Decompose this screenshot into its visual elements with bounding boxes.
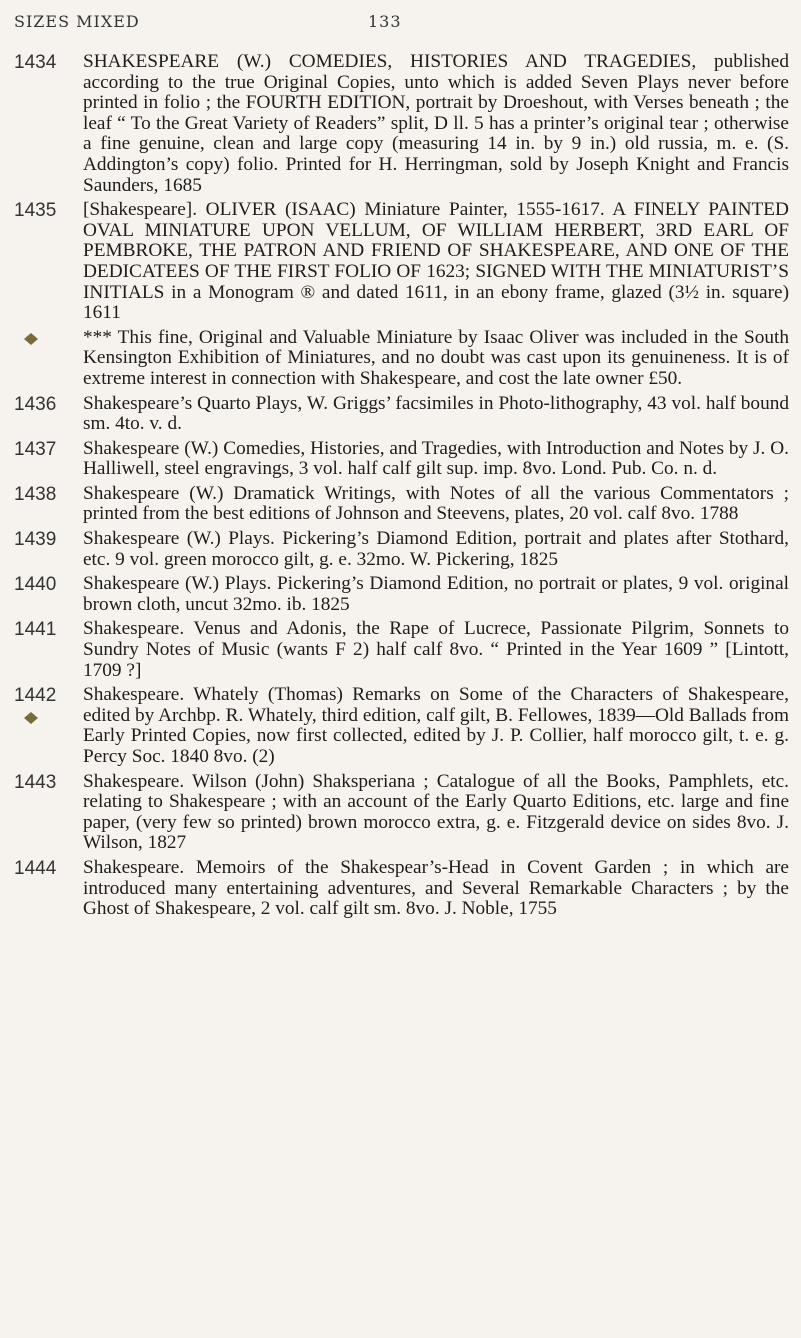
lot-number: 1443 <box>14 771 57 793</box>
lot-list <box>0 52 801 924</box>
lot-number: 1436 <box>14 393 57 415</box>
lot-number: 1439 <box>14 529 57 551</box>
lot-entry <box>0 685 801 767</box>
lot-description: [Shakespeare]. OLIVER (ISAAC) Miniature Painter, 1555-1617. A FINELY PAINTED OVAL MINIATURE UPON VELLUM, OF WILLIAM HERBERT, 3RD EARL OF PEMBROKE, THE PATRON AND FRIEND OF SHAKESPEARE, AND ONE OF THE DEDICATEES OF THE FIRST FOLIO OF 1623; SIGNED WITH THE MINIATURIST’S INITIALS in a Monogram ® and dated 1611, in an ebony frame, glazed (3½ in. square) 1611 <box>83 199 789 324</box>
lot-number: 1440 <box>14 574 57 596</box>
lot-description: Shakespeare (W.) Comedies, Histories, and Tragedies, with Introduction and Notes by J. O. Halliwell, steel engravings, 3 vol. half calf gilt sup. imp. 8vo. Lond. Pub. Co. n. d. <box>83 437 789 480</box>
lot-entry <box>0 529 801 570</box>
lot-number: 1434 <box>14 52 57 73</box>
running-head: SIZES MIXED <box>14 12 140 31</box>
lot-entry <box>0 52 801 196</box>
lot-entry <box>0 439 801 480</box>
lot-entry <box>0 619 801 681</box>
lot-description: Shakespeare. Memoirs of the Shakespear’s-Head in Covent Garden ; in which are introduced many entertaining adventures, and Several Remarkable Characters ; by the Ghost of Shakespeare, 2 vol. calf gilt sm. 8vo. J. Noble, 1755 <box>83 856 789 920</box>
page-number: 133 <box>368 12 402 31</box>
lot-description: Shakespeare (W.) Plays. Pickering’s Diamond Edition, no portrait or plates, 9 vol. original brown cloth, uncut 32mo. ib. 1825 <box>83 573 789 615</box>
lot-description: Shakespeare (W.) Dramatick Writings, with Notes of all the various Commentators ; printed from the best editions of Johnson and Steevens, plates, 20 vol. calf 8vo. 1788 <box>83 482 789 525</box>
lot-description: Shakespeare’s Quarto Plays, W. Griggs’ facsimiles in Photo-lithography, 43 vol. half bound sm. 4to. v. d. <box>83 392 789 435</box>
lot-note <box>0 328 801 390</box>
lot-description: SHAKESPEARE (W.) COMEDIES, HISTORIES AND TRAGEDIES, published according to the true Original Copies, unto which is added Seven Plays never before printed in folio ; the FOURTH EDITION, portrait by Droeshout, with Verses beneath ; the leaf “ To the Great Variety of Readers” split, D ll. 5 has a printer’s original tear ; otherwise a fine genuine, clean and large copy (measuring 14 in. by 9 in.) old russia, m. e. (S. Addington’s copy) folio. Printed for H. Herringman, sold by Joseph Knight and Francis Saunders, 1685 <box>83 51 789 196</box>
lot-description: Shakespeare. Venus and Adonis, the Rape of Lucrece, Passionate Pilgrim, Sonnets to Sundry Notes of Music (wants F 2) half calf 8vo. “ Printed in the Year 1609 ” [Lintott, 1709 ?] <box>83 618 789 681</box>
lot-number: 1437 <box>14 438 57 460</box>
hand-pointer-mark-icon <box>22 330 40 348</box>
lot-number: 1444 <box>14 857 57 879</box>
lot-entry <box>0 484 801 525</box>
lot-description: Shakespeare (W.) Plays. Pickering’s Diamond Edition, portrait and plates after Stothard, etc. 9 vol. green morocco gilt, g. e. 32mo. W. Pickering, 1825 <box>83 528 789 570</box>
lot-number: 1435 <box>14 200 57 222</box>
lot-number: 1442 <box>14 685 57 707</box>
lot-entry <box>0 574 801 615</box>
lot-number: 1441 <box>14 619 57 641</box>
lot-entry <box>0 394 801 435</box>
lot-description: Shakespeare. Whately (Thomas) Remarks on Some of the Characters of Shakespeare, edited by Archbp. R. Whately, third edition, calf gilt, B. Fellowes, 1839—Old Ballads from Early Printed Copies, now first collected, edited by J. P. Collier, half morocco gilt, t. e. g. Percy Soc. 1840 8vo. (2) <box>83 684 789 767</box>
lot-description: Shakespeare. Wilson (John) Shaksperiana ; Catalogue of all the Books, Pamphlets, etc. relating to Shakespeare ; with an account of the Early Quarto Editions, etc. large and fine paper, (very few so printed) brown morocco extra, g. e. Fitzgerald device on sides 8vo. J. Wilson, 1827 <box>83 770 789 854</box>
lot-entry <box>0 772 801 854</box>
lot-entry <box>0 200 801 324</box>
hand-pointer-mark-icon <box>22 709 40 727</box>
lot-note-text: *** This fine, Original and Valuable Miniature by Isaac Oliver was included in the South Kensington Exhibition of Miniatures, and no doubt was cast upon its genuineness. It is of extreme interest in connection with Shakespeare, and cost the late owner £50. <box>83 326 789 389</box>
lot-entry <box>0 858 801 920</box>
lot-number: 1438 <box>14 483 57 505</box>
